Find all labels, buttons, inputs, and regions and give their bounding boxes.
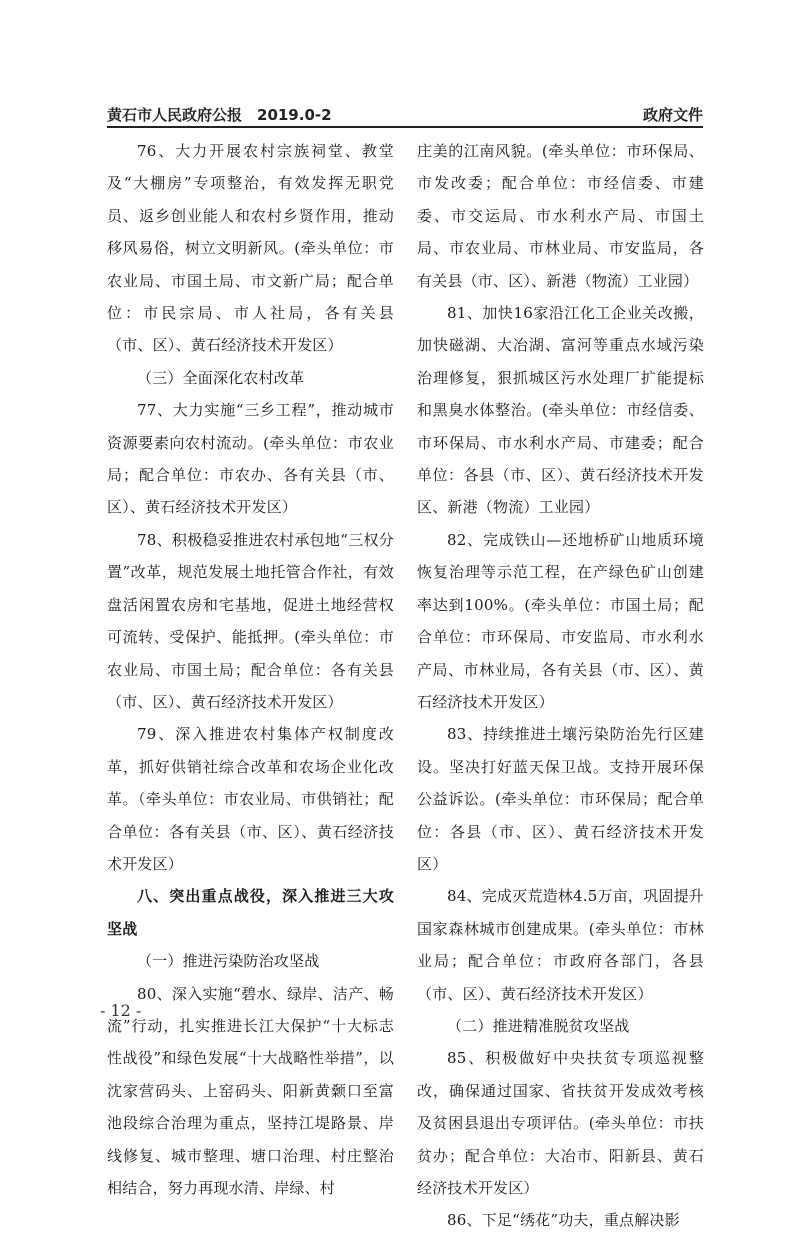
subsection-heading: （一）推进污染防治攻坚战 xyxy=(137,952,320,971)
left-column xyxy=(107,135,394,1204)
section-title: 政府文件 xyxy=(642,106,703,124)
paragraph: 86、下足“绣花”功夫，重点解决影 xyxy=(447,1211,680,1230)
section-heading: 八、突出重点战役，深入推进三大攻坚战 xyxy=(107,887,394,938)
paragraph: 80、深入实施“碧水、绿岸、洁产、畅流”行动，扎实推进长江大保护“十大标志性战役”和绿色发展“十大战略性举措”，以沈家营码头、上窑码头、阳新黄颡口至富池段综合治理为重点，坚持江堤路景、岸线修复、城市整理、塘口治理、村庄整治相结合，努力再现水清、岸绿、村 xyxy=(107,984,394,1197)
subsection-heading: （三）全面深化农村改革 xyxy=(137,368,305,387)
paragraph: 79、深入推进农村集体产权制度改革，抓好供销社综合改革和农场企业化改革。（牵头单位：市农业局、市供销社；配合单位：各有关县（市、区）、黄石经济技术开发区） xyxy=(107,725,394,873)
paragraph-continued: 庄美的江南风貌。(牵头单位：市环保局、市发改委；配合单位：市经信委、市建委、市交运局、市水利水产局、市国土局、市农业局、市林业局、市安监局，各有关县（市、区）、新港（物流）工业园） xyxy=(417,142,704,290)
page-number: - 12 - xyxy=(100,1001,142,1020)
subsection-heading: （二）推进精准脱贫攻坚战 xyxy=(447,1016,630,1035)
paragraph: 78、积极稳妥推进农村承包地“三权分置”改革，规范发展土地托管合作社，有效盘活闲置农房和宅基地，促进土地经营权可流转、受保护、能抵押。(牵头单位：市农业局、市国土局；配合单位：各有关县（市、区）、黄石经济技术开发区） xyxy=(107,530,394,711)
paragraph: 77、大力实施“三乡工程”，推动城市资源要素向农村流动。(牵头单位：市农业局；配合单位：市农办、各有关县（市、区）、黄石经济技术开发区） xyxy=(107,401,394,517)
paragraph: 85、积极做好中央扶贫专项巡视整改，确保通过国家、省扶贫开发成效考核及贫困县退出专项评估。(牵头单位：市扶贫办；配合单位：大冶市、阳新县、黄石经济技术开发区） xyxy=(417,1049,704,1197)
paragraph: 81、加快16家沿江化工企业关改搬，加快磁湖、大冶湖、富河等重点水域污染治理修复，狠抓城区污水处理厂扩能提标和黑臭水体整治。(牵头单位：市经信委、市环保局、市水利水产局、市建委；配合单位：各县（市、区）、黄石经济技术开发区、新港（物流）工业园） xyxy=(417,304,704,517)
paragraph: 84、完成灭荒造林4.5万亩，巩固提升国家森林城市创建成果。(牵头单位：市林业局；配合单位：市政府各部门，各县（市、区）、黄石经济技术开发区） xyxy=(417,887,704,1003)
page-header xyxy=(107,102,703,128)
paragraph: 82、完成铁山—还地桥矿山地质环境恢复治理等示范工程，在产绿色矿山创建率达到100%。(牵头单位：市国土局；配合单位：市环保局、市安监局、市水利水产局、市林业局，各有关县（市、区）、黄石经济技术开发区） xyxy=(417,530,704,711)
publication-title: 黄石市人民政府公报 2019.0-2 xyxy=(107,106,332,124)
paragraph: 83、持续推进土壤污染防治先行区建设。坚决打好蓝天保卫战。支持开展环保公益诉讼。(牵头单位：市环保局；配合单位：各县（市、区）、黄石经济技术开发区） xyxy=(417,725,704,873)
paragraph: 76、大力开展农村宗族祠堂、教堂及“大棚房”专项整治，有效发挥无职党员、返乡创业能人和农村乡贤作用，推动移风易俗，树立文明新风。(牵头单位：市农业局、市国土局、市文新广局；配合单位：市民宗局、市人社局，各有关县（市、区）、黄石经济技术开发区） xyxy=(107,142,394,355)
right-column xyxy=(417,135,704,1237)
